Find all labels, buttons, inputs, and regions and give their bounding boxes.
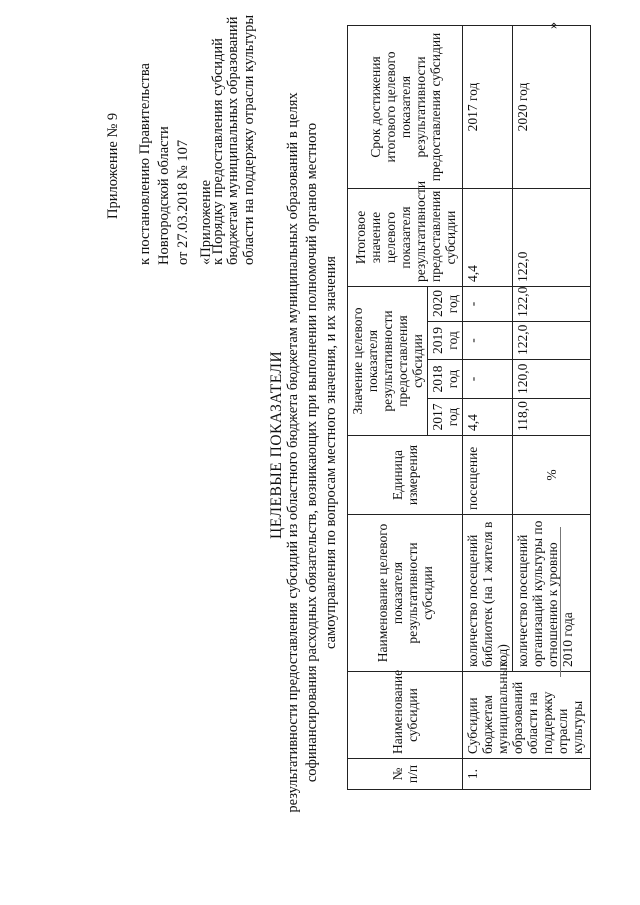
row-deadline: 2020 год (513, 25, 591, 188)
header-line-6: бюджетам муниципальных образований (225, 16, 241, 265)
header-line-4: «Приложение (198, 179, 214, 265)
row-value-2017: 4,4 (463, 399, 513, 436)
header-line-2: Новгородской области (156, 126, 172, 265)
row-num: 1. (463, 759, 591, 790)
row-value-2019: 122,0 (513, 322, 591, 360)
footer-rule (560, 527, 561, 677)
header-year-2017: 2017 год (428, 399, 463, 436)
header-year-2019: 2019 год (428, 322, 463, 360)
row-unit: % (513, 436, 591, 515)
row-value-2019: - (463, 322, 513, 360)
header-line-1: к постановлению Правительства (137, 63, 153, 265)
header-line-5: к Порядку предоставления субсидий (210, 38, 226, 265)
header-year-2018: 2018 год (428, 360, 463, 399)
header-line-3: от 27.03.2018 № 107 (175, 139, 191, 265)
header-deadline: Срок достижения итогового целевого показателя результативности предоставления субсидии (348, 25, 463, 188)
row-unit: посещение (463, 436, 513, 515)
header-final-value: Итоговое значение целевого показателя результативности предоставления субсидии (348, 188, 463, 286)
header-num: № п/п (348, 759, 463, 790)
continuation-quote: » (546, 22, 561, 29)
header-subsidy-name: Наименование субсидии (348, 672, 463, 759)
row-value-2018: - (463, 360, 513, 399)
document-subtitle (284, 0, 341, 905)
table-row (463, 25, 513, 789)
row-value-2020: 122,0 (513, 286, 591, 321)
header-line-7: области на поддержку отрасли культуры (241, 14, 257, 265)
header-target-value: Значение целевого показателя результативности предоставления субсидии (348, 286, 428, 435)
row-subsidy: Субсидии бюджетам муниципальных образований области на поддержку отрасли культуры (463, 672, 591, 759)
row-value-2017: 118,0 (513, 399, 591, 436)
row-value-2020: - (463, 286, 513, 321)
appendix-label: Приложение № 9 (105, 112, 121, 219)
header-indicator-name: Наименование целевого показателя результативности субсидии (348, 515, 463, 672)
row-indicator: количество посещений библиотек (на 1 жителя в год) (463, 515, 513, 672)
subtitle-line-1: результативности предоставления субсидий из областного бюджета бюджетам муниципальных образований в целях (285, 92, 301, 813)
document-title: ЦЕЛЕВЫЕ ПОКАЗАТЕЛИ (268, 350, 285, 539)
row-value-2018: 120,0 (513, 360, 591, 399)
table-header-row-1 (348, 25, 428, 789)
row-deadline: 2017 год (463, 25, 513, 188)
header-year-2020: 2020 год (428, 286, 463, 321)
indicators-table (347, 25, 591, 790)
row-final: 122,0 (513, 188, 591, 286)
header-unit: Единица измерения (348, 436, 463, 515)
row-indicator: количество посещений организаций культуры по отношению к уровню 2010 года (513, 515, 591, 672)
subtitle-line-3: самоуправления по вопросам местного значения, и их значения (323, 256, 339, 649)
subtitle-line-2: софинансирования расходных обязательств, возникающих при выполнении полномочий органов местного (304, 122, 320, 783)
row-final: 4,4 (463, 188, 513, 286)
